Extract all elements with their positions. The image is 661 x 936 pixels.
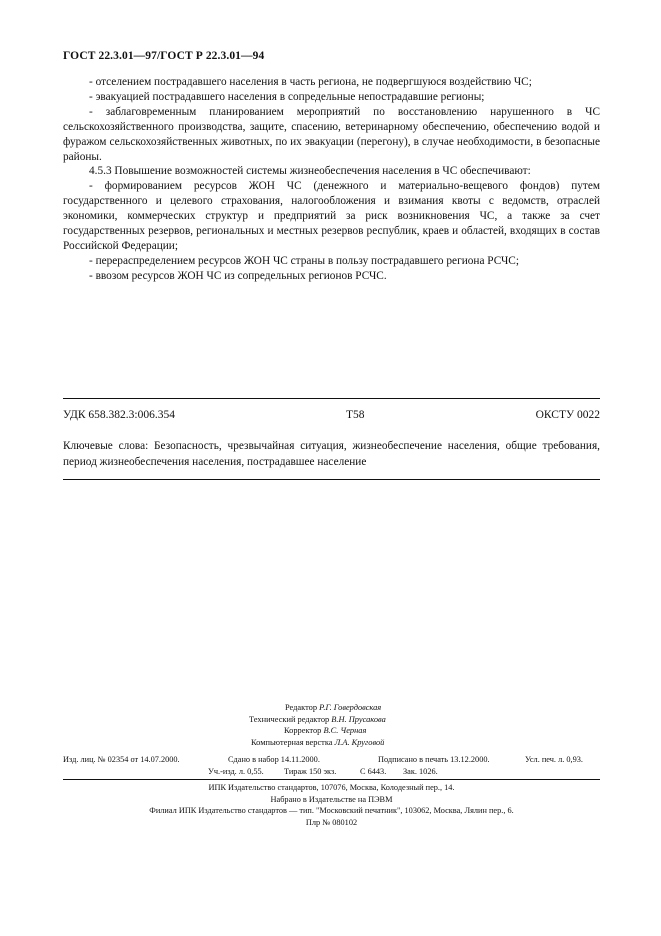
- imprint-typeset: Сдано в набор 14.11.2000.: [228, 755, 320, 764]
- imprint-print-sheets: Усл. печ. л. 0,93.: [525, 755, 583, 764]
- t-code: Т58: [346, 409, 365, 421]
- paragraph: - отселением пострадавшего населения в часть региона, не подвергшуюся воздействию ЧС;: [89, 76, 532, 88]
- credit-label: Компьютерная верстка: [251, 737, 333, 747]
- paragraph: - формированием ресурсов ЖОН ЧС (денежного и материально-вещевого фондов) путем государственного и целевого страхования, налогообложения и взимания квоты с ведомств, отраслей экономики, коммерческих структур и предприятий за риск возникновения ЧС, а также за счет государственных резервов, региональных и местных резервов республик, краев и областей, входящих в состав Российской Федерации;: [63, 180, 600, 252]
- imprint-pub-sheets: Уч.-изд. л. 0,55.: [208, 767, 264, 776]
- credit-label: Корректор: [284, 726, 322, 735]
- credit-corrector: [284, 725, 661, 737]
- credit-name: В.Н. Прусакова: [331, 714, 386, 724]
- udk-code: УДК 658.382.3:006.354: [63, 409, 175, 421]
- imprint-c: С 6443.: [360, 767, 387, 776]
- imprint-signed: Подписано в печать 13.12.2000.: [378, 755, 490, 764]
- credit-label: Редактор: [285, 703, 318, 712]
- credits: [0, 702, 661, 748]
- credit-layout: [251, 737, 661, 749]
- paragraph: 4.5.3 Повышение возможностей системы жизнеобеспечения населения в ЧС обеспечивают:: [89, 165, 531, 178]
- paragraph: - эвакуацией пострадавшего населения в сопредельные непострадавшие регионы;: [89, 90, 485, 103]
- publisher-line: Плр № 080102: [305, 818, 358, 828]
- divider: [63, 479, 600, 480]
- divider: [63, 398, 600, 399]
- paragraph: - перераспределением ресурсов ЖОН ЧС страны в пользу пострадавшего региона РСЧС;: [89, 254, 519, 267]
- paragraph: - ввозом ресурсов ЖОН ЧС из сопредельных регионов РСЧС.: [89, 269, 387, 282]
- publisher-line: Набрано в Издательстве на ПЭВМ: [270, 794, 393, 804]
- document-code: ГОСТ 22.3.01—97/ГОСТ Р 22.3.01—94: [63, 50, 265, 62]
- divider: [63, 779, 600, 780]
- oksty-code: ОКСТУ 0022: [535, 409, 600, 421]
- credit-name: Р.Г. Говердовская: [319, 703, 382, 712]
- credit-label: Технический редактор: [249, 714, 330, 724]
- credit-editor: [285, 702, 661, 714]
- credit-name: Л.А. Круговой: [334, 737, 385, 747]
- publisher-line: ИПК Издательство стандартов, 107076, Москва, Колодезный пер., 14.: [208, 783, 455, 792]
- classification-row: [63, 409, 600, 421]
- body-text: [63, 75, 600, 284]
- paragraph: - заблаговременным планированием мероприятий по восстановлению нарушенного в ЧС сельскохозяйственного производства, защите, спасению, ветеринарному обеспечению, обеспечению водой и фуражом сельскохозяйственных животных, по их эвакуации (перегону), в случае необходимости, в безопасные районы.: [63, 105, 600, 163]
- imprint-order: Зак. 1026.: [403, 767, 438, 776]
- imprint-license: Изд. лиц. № 02354 от 14.07.2000.: [63, 755, 180, 764]
- credit-tech-editor: [249, 714, 661, 726]
- publisher-info: [63, 782, 600, 829]
- publisher-line: Филиал ИПК Издательство стандартов — тип. "Московский печатник", 103062, Москва, Лялин пер., 6.: [149, 806, 514, 816]
- credit-name: В.С. Черная: [323, 726, 367, 735]
- keywords: Ключевые слова: Безопасность, чрезвычайная ситуация, жизнеобеспечение населения, общие требования, период жизнеобеспечения населения, пострадавшее население: [63, 440, 600, 468]
- imprint-run: Тираж 150 экз.: [284, 767, 337, 776]
